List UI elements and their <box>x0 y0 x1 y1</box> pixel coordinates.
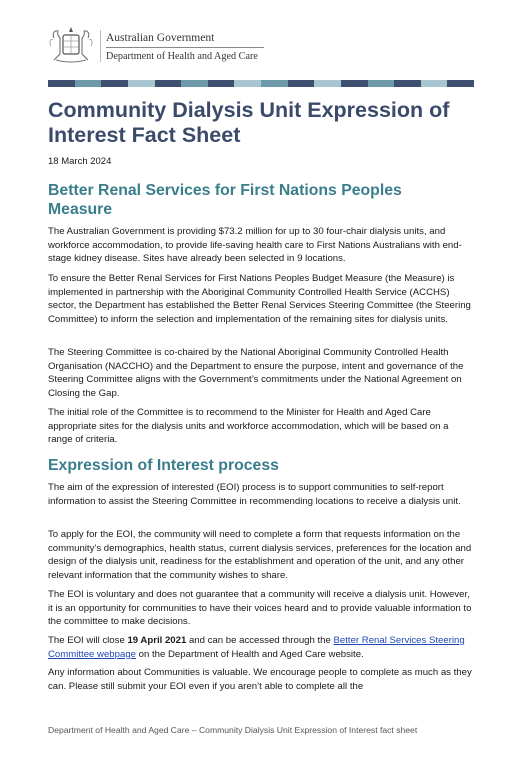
band-segment <box>314 80 341 87</box>
band-segment <box>48 80 75 87</box>
band-segment <box>128 80 155 87</box>
paragraph-closing-date: The EOI will close 19 April 2021 and can be accessed through the Better Renal Services Steering Committee webpage on the Department of Health and Aged Care website. <box>48 635 465 660</box>
band-segment <box>341 80 368 87</box>
band-segment <box>181 80 208 87</box>
section-heading-eoi-process: Expression of Interest process <box>48 457 279 474</box>
government-header <box>48 26 348 68</box>
band-segment <box>368 80 395 87</box>
steering-committee-link[interactable]: Better Renal Services Steering Committee webpage <box>48 635 465 660</box>
band-segment <box>75 80 102 87</box>
coat-of-arms-icon <box>48 26 94 64</box>
government-name: Australian Government <box>106 32 215 44</box>
department-name: Department of Health and Aged Care <box>106 51 258 62</box>
header-rule <box>106 47 264 48</box>
page-title: Community Dialysis Unit Expression of Interest Fact Sheet <box>48 98 450 147</box>
decorative-color-band <box>48 80 474 87</box>
band-segment <box>394 80 421 87</box>
page-footer: Department of Health and Aged Care – Community Dialysis Unit Expression of Interest fact sheet <box>48 725 418 735</box>
paragraph: The Australian Government is providing $73.2 million for up to 30 four-chair dialysis units, and workforce accommodation, to provide life-saving health care to First Nations Australians with end-stage kidney disease. Sites have already been selected in 9 locations. <box>48 226 462 265</box>
paragraph: The initial role of the Committee is to recommend to the Minister for Health and Aged Care appropriate sites for the dialysis units and workforce accommodation, which will be based on a range of criteria. <box>48 407 449 446</box>
section-heading-measure: Better Renal Services for First Nations Peoples Measure <box>48 182 402 218</box>
band-segment <box>261 80 288 87</box>
paragraph: To ensure the Better Renal Services for First Nations Peoples Budget Measure (the Measure) is implemented in partnership with the Aboriginal Community Controlled Health Service (ACCHS) sector, the Department has established the Better Renal Services Steering Committee (the Steering Committee) to inform the selection and implementation of the remaining sites for dialysis units. <box>48 273 471 325</box>
band-segment <box>155 80 182 87</box>
publication-date: 18 March 2024 <box>48 156 112 167</box>
paragraph: The EOI is voluntary and does not guarantee that a community will receive a dialysis unit. However, it is an opportunity for communities to have their voices heard and to provide valuable information to the committee to make decisions. <box>48 589 472 628</box>
band-segment <box>288 80 315 87</box>
paragraph: The Steering Committee is co-chaired by the National Aboriginal Community Controlled Health Organisation (NACCHO) and the Department to ensure the purpose, intent and governance of the Steering Committee aligns with the Government’s commitments under the National Agreement on Closing the Gap. <box>48 347 464 399</box>
band-segment <box>447 80 474 87</box>
band-segment <box>208 80 235 87</box>
band-segment <box>234 80 261 87</box>
band-segment <box>421 80 448 87</box>
paragraph: The aim of the expression of interested (EOI) process is to support communities to self-report information to assist the Steering Committee in recommending locations to receive a dialysis unit. <box>48 482 461 507</box>
closing-date: 19 April 2021 <box>127 635 187 646</box>
paragraph: To apply for the EOI, the community will need to complete a form that requests information on the community’s demographics, health status, current dialysis services, preferences for the location and design of the dialysis unit, readiness for the establishment and operation of the unit, and any other relevant information that the community wishes to share. <box>48 529 472 581</box>
header-divider <box>100 30 101 62</box>
paragraph: Any information about Communities is valuable. We encourage people to complete as much as they can. Please still submit your EOI even if you aren’t able to complete all the <box>48 667 472 692</box>
band-segment <box>101 80 128 87</box>
